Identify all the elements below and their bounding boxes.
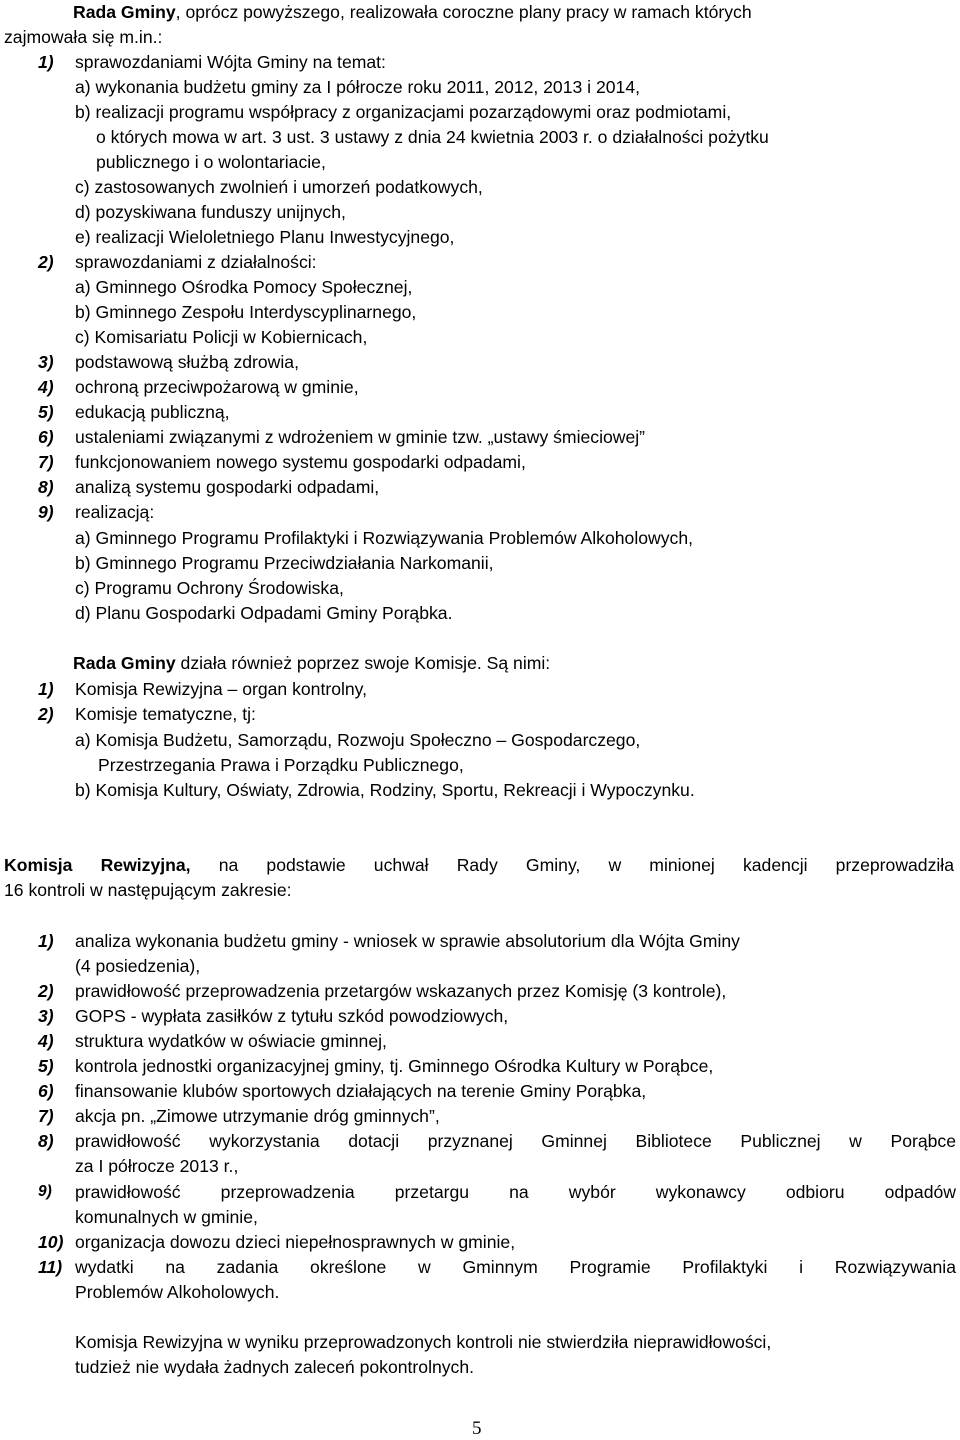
- list-number: 4): [38, 377, 54, 397]
- sub-item: c) Programu Ochrony Środowiska,: [75, 578, 344, 598]
- sub-item: a) Gminnego Programu Profilaktyki i Rozwiązywania Problemów Alkoholowych,: [75, 528, 693, 548]
- list-item: ochroną przeciwpożarową w gminie,: [75, 377, 359, 397]
- list-number: 9): [38, 502, 54, 522]
- list-item: finansowanie klubów sportowych działających na terenie Gminy Porąbka,: [75, 1081, 647, 1101]
- list-item-continuation: za I półrocze 2013 r.,: [75, 1156, 239, 1176]
- list-number: 7): [38, 1106, 54, 1126]
- list-item: podstawową służbą zdrowia,: [75, 352, 299, 372]
- sub-item-continuation: publicznego i o wolontariacie,: [96, 152, 326, 172]
- list-item: kontrola jednostki organizacyjnej gminy, tj. Gminnego Ośrodka Kultury w Porąbce,: [75, 1056, 714, 1076]
- sub-item-continuation: o których mowa w art. 3 ust. 3 ustawy z dnia 24 kwietnia 2003 r. o działalności pożytku: [96, 127, 769, 147]
- sub-item: c) zastosowanych zwolnień i umorzeń podatkowych,: [75, 177, 483, 197]
- intro-line-2: zajmowała się m.in.:: [4, 27, 163, 47]
- list-number: 2): [38, 704, 54, 724]
- sub-item: b) Gminnego Programu Przeciwdziałania Narkomanii,: [75, 553, 494, 573]
- committees-intro-text: działa również poprzez swoje Komisje. Są nimi:: [175, 653, 551, 673]
- komisja-rewizyjna-label: Komisja Rewizyjna,: [4, 855, 191, 875]
- intro-line-1: [73, 1, 752, 23]
- conclusion-line-2: tudzież nie wydała żadnych zaleceń pokontrolnych.: [75, 1357, 475, 1377]
- list-number: 11): [38, 1257, 63, 1277]
- list-number: 1): [38, 931, 54, 951]
- list-number: 3): [38, 1006, 54, 1026]
- list-item: akcja pn. „Zimowe utrzymanie dróg gminnych”,: [75, 1106, 440, 1126]
- list-item: ustaleniami związanymi z wdrożeniem w gminie tzw. „ustawy śmieciowej”: [75, 427, 646, 447]
- list-item: sprawozdaniami Wójta Gminy na temat:: [75, 52, 386, 72]
- sub-item: b) Gminnego Zespołu Interdyscyplinarnego,: [75, 302, 417, 322]
- list-item: wydatki na zadania określone w Gminnym Programie Profilaktyki i Rozwiązywania: [75, 1257, 956, 1277]
- list-number: 4): [38, 1031, 54, 1051]
- list-item-continuation: (4 posiedzenia),: [75, 956, 201, 976]
- rada-gminy-label: Rada Gminy: [73, 653, 176, 673]
- list-item: prawidłowość przeprowadzenia przetargu na wybór wykonawcy odbioru odpadów: [75, 1182, 956, 1202]
- list-number: 1): [38, 679, 54, 699]
- committees-intro: [73, 652, 550, 674]
- page-number: 5: [472, 1418, 482, 1439]
- list-number: 2): [38, 981, 54, 1001]
- list-number: 5): [38, 1056, 54, 1076]
- intro-text: , oprócz powyższego, realizowała coroczne plany pracy w ramach których: [175, 2, 752, 22]
- list-number: 8): [38, 1131, 54, 1151]
- list-item: edukacją publiczną,: [75, 402, 230, 422]
- list-item: organizacja dowozu dzieci niepełnosprawnych w gminie,: [75, 1232, 516, 1252]
- list-number: 8): [38, 477, 54, 497]
- list-item-continuation: Problemów Alkoholowych.: [75, 1282, 280, 1302]
- sub-item: d) pozyskiwana funduszy unijnych,: [75, 202, 346, 222]
- sub-item-continuation: Przestrzegania Prawa i Porządku Publicznego,: [98, 755, 464, 775]
- list-item: Komisje tematyczne, tj:: [75, 704, 256, 724]
- sub-item: c) Komisariatu Policji w Kobiernicach,: [75, 327, 368, 347]
- conclusion-line-1: Komisja Rewizyjna w wyniku przeprowadzonych kontroli nie stwierdziła nieprawidłowości,: [75, 1332, 772, 1352]
- sub-item: a) Komisja Budżetu, Samorządu, Rozwoju Społeczno – Gospodarczego,: [75, 730, 641, 750]
- sub-item: a) wykonania budżetu gminy za I półrocze roku 2011, 2012, 2013 i 2014,: [75, 77, 640, 97]
- sub-item: d) Planu Gospodarki Odpadami Gminy Porąbka.: [75, 603, 453, 623]
- list-item: GOPS - wypłata zasiłków z tytułu szkód powodziowych,: [75, 1006, 509, 1026]
- list-item-continuation: komunalnych w gminie,: [75, 1207, 258, 1227]
- sub-item: b) Komisja Kultury, Oświaty, Zdrowia, Rodziny, Sportu, Rekreacji i Wypoczynku.: [75, 780, 695, 800]
- list-number: 6): [38, 427, 54, 447]
- audit-intro-line-2: 16 kontroli w następującym zakresie:: [4, 880, 292, 900]
- audit-intro-line-1: [4, 854, 954, 876]
- rada-gminy-label: Rada Gminy: [73, 2, 176, 22]
- list-item: funkcjonowaniem nowego systemu gospodarki odpadami,: [75, 452, 526, 472]
- list-item: analizą systemu gospodarki odpadami,: [75, 477, 380, 497]
- sub-item: e) realizacji Wieloletniego Planu Inwestycyjnego,: [75, 227, 455, 247]
- list-number: 6): [38, 1081, 54, 1101]
- audit-intro-text: na podstawie uchwał Rady Gminy, w minionej kadencji przeprowadziła: [218, 855, 954, 875]
- list-item: sprawozdaniami z działalności:: [75, 252, 317, 272]
- list-number: 10): [38, 1232, 64, 1252]
- list-item: prawidłowość przeprowadzenia przetargów wskazanych przez Komisję (3 kontrole),: [75, 981, 727, 1001]
- list-item: struktura wydatków w oświacie gminnej,: [75, 1031, 387, 1051]
- list-number: 7): [38, 452, 54, 472]
- list-number: 9): [38, 1183, 52, 1200]
- sub-item: a) Gminnego Ośrodka Pomocy Społecznej,: [75, 277, 413, 297]
- list-number: 1): [38, 52, 54, 72]
- sub-item: b) realizacji programu współpracy z organizacjami pozarządowymi oraz podmiotami,: [75, 102, 732, 122]
- list-number: 2): [38, 252, 54, 272]
- list-number: 5): [38, 402, 54, 422]
- list-item: realizacją:: [75, 502, 155, 522]
- list-number: 3): [38, 352, 54, 372]
- list-item: Komisja Rewizyjna – organ kontrolny,: [75, 679, 368, 699]
- list-item: prawidłowość wykorzystania dotacji przyznanej Gminnej Bibliotece Publicznej w Porąbce: [75, 1131, 956, 1151]
- list-item: analiza wykonania budżetu gminy - wniosek w sprawie absolutorium dla Wójta Gminy: [75, 931, 740, 951]
